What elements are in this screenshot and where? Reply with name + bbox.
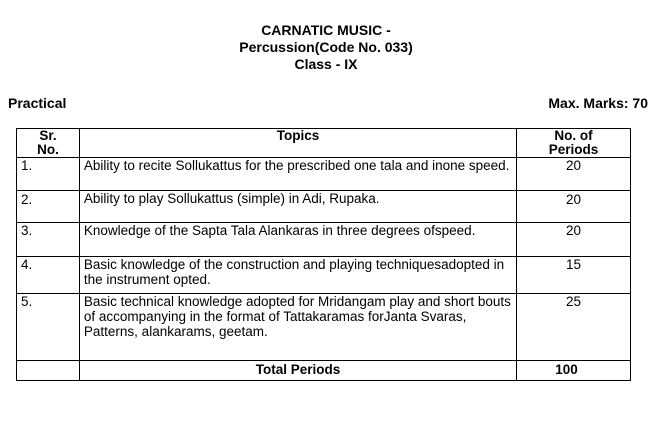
total-label: Total Periods — [79, 361, 516, 381]
row-periods: 20 — [517, 158, 631, 191]
table-row — [17, 191, 631, 223]
row-sr-no: 2. — [17, 191, 80, 223]
max-marks: Max. Marks: 70 — [548, 95, 648, 111]
class-label: Class - IX — [294, 56, 358, 72]
total-blank-cell — [17, 361, 80, 381]
row-periods: 20 — [517, 191, 631, 223]
row-topic: Basic knowledge of the construction and playing techniquesadopted in the instrument opted. — [79, 257, 516, 294]
header-sr-no — [17, 129, 80, 158]
row-topic: Ability to play Sollukattus (simple) in Adi, Rupaka. — [79, 191, 516, 223]
row-sr-no: 5. — [17, 294, 80, 361]
document-header — [0, 22, 652, 73]
row-periods: 15 — [517, 257, 631, 294]
row-sr-no: 1. — [17, 158, 80, 191]
row-sr-no: 3. — [17, 223, 80, 257]
table-row — [17, 257, 631, 294]
header-periods — [517, 129, 631, 158]
header-periods-line1: No. of — [554, 128, 593, 143]
row-topic: Knowledge of the Sapta Tala Alankaras in three degrees ofspeed. — [79, 223, 516, 257]
header-sr-line2: No. — [37, 142, 59, 157]
total-periods: 100 — [517, 361, 631, 381]
table-row — [17, 223, 631, 257]
section-label: Practical — [8, 95, 67, 111]
row-periods: 25 — [517, 294, 631, 361]
row-sr-no: 4. — [17, 257, 80, 294]
subject-title: CARNATIC MUSIC - — [261, 22, 391, 38]
row-topic: Ability to recite Sollukattus for the prescribed one tala and inone speed. — [79, 158, 516, 191]
total-row — [17, 361, 631, 381]
row-periods: 20 — [517, 223, 631, 257]
header-topics: Topics — [79, 129, 516, 158]
table-row — [17, 294, 631, 361]
subject-code: Percussion(Code No. 033) — [239, 39, 413, 55]
row-topic: Basic technical knowledge adopted for Mridangam play and short bouts of accompanying in the format of Tattakaramas forJanta Svaras, Patterns, alankarams, geetam. — [79, 294, 516, 361]
syllabus-table — [16, 128, 631, 381]
table-row — [17, 158, 631, 191]
table-header-row — [17, 129, 631, 158]
header-periods-line2: Periods — [548, 142, 599, 157]
header-sr-line1: Sr. — [39, 128, 57, 143]
